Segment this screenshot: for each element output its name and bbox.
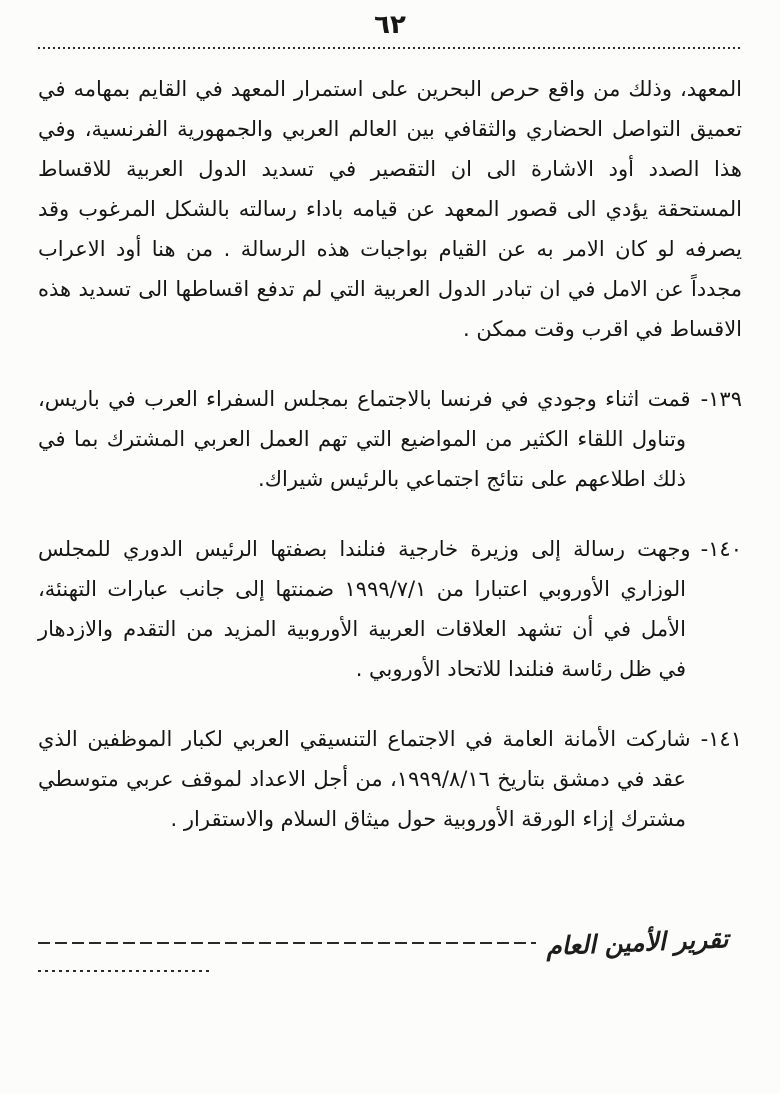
item-text: قمت اثناء وجودي في فرنسا بالاجتماع بمجلس السفراء العرب في باريس، وتناول اللقاء الكثير من المواضيع التي تهم العمل العربي المشترك بما في ذلك اطلاعهم على نتائج اجتماعي بالرئيس شيراك.: [38, 387, 691, 491]
numbered-item: [38, 379, 742, 499]
page-footer: [38, 924, 742, 998]
footer-divider: [38, 942, 536, 944]
footer-underline: [38, 970, 210, 972]
page-number: ٦٢: [374, 10, 406, 40]
item-number: ١٤١-: [700, 727, 742, 751]
signature-text: تقرير الأمين العام: [545, 924, 729, 962]
numbered-item: [38, 529, 742, 689]
item-number: ١٤٠-: [700, 537, 742, 561]
intro-paragraph: المعهد، وذلك من واقع حرص البحرين على استمرار المعهد في القايم بمهامه في تعميق التواصل الحضاري والثقافي بين العالم العربي والجمهورية الفرنسية، وفي هذا الصدد أود الاشارة الى ان التقصير في تسديد الدول العربية للاقساط المستحقة يؤدي الى قصور المعهد عن قيامه باداء رسالته بالشكل المرغوب وقد يصرفه لو كان الامر به عن القيام بواجبات هذه الرسالة . من هنا أود الاعراب مجدداً عن الامل في ان تبادر الدول العربية التي لم تدفع اقساطها الى تسديد هذه الاقساط في اقرب وقت ممكن .: [38, 77, 742, 341]
item-text: وجهت رسالة إلى وزيرة خارجية فنلندا بصفتها الرئيس الدوري للمجلس الوزاري الأوروبي اعتبارا من ١٩٩٩/٧/١ ضمنتها إلى جانب عبارات التهنئة، الأمل في أن تشهد العلاقات العربية الأوروبية المزيد من التقدم والازدهار في ظل رئاسة فنلندا للاتحاد الأوروبي .: [38, 537, 691, 681]
item-number: ١٣٩-: [700, 387, 742, 411]
footer-row: [38, 924, 742, 962]
item-text: شاركت الأمانة العامة في الاجتماع التنسيقي العربي لكبار الموظفين الذي عقد في دمشق بتاريخ ١٩٩٩/٨/١٦، من أجل الاعداد لموقف عربي متوسطي مشترك إزاء الورقة الأوروبية حول ميثاق السلام والاستقرار .: [38, 727, 691, 831]
top-divider: [38, 46, 742, 49]
numbered-item: [38, 719, 742, 839]
